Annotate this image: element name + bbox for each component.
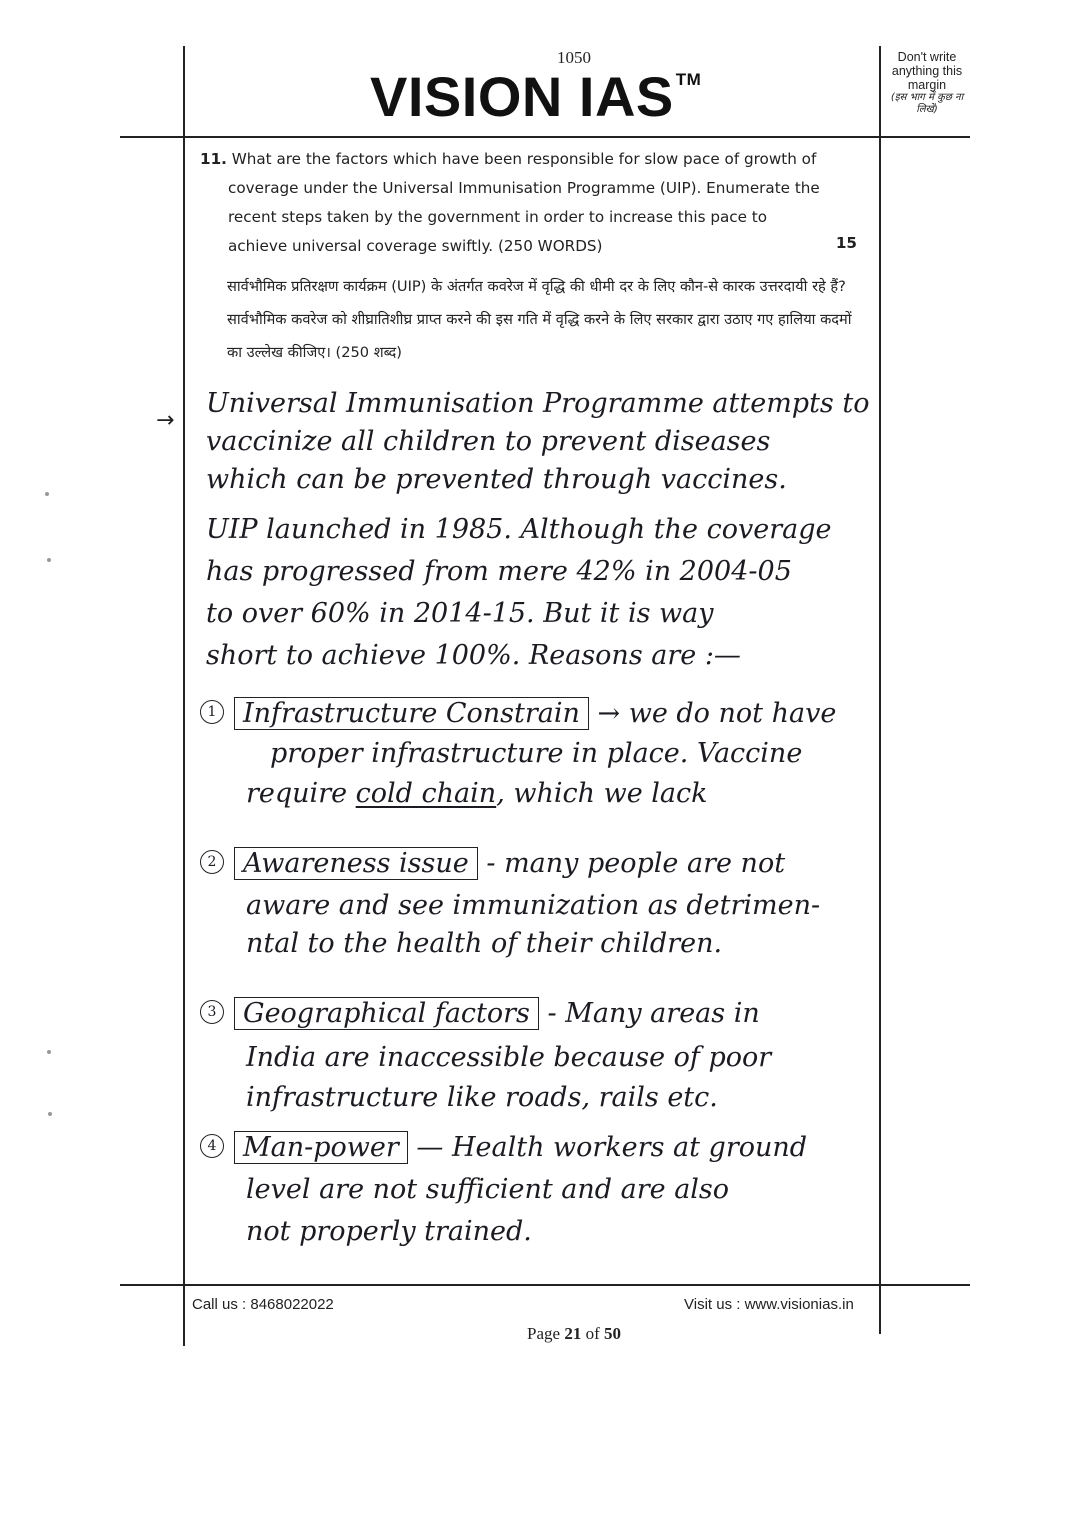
question-number: 11.	[200, 150, 227, 168]
point-text: Health workers at ground	[451, 1132, 808, 1163]
point-text: infrastructure like roads, rails etc.	[246, 1082, 718, 1113]
answer-line: vaccinize all children to prevent diseases	[206, 426, 771, 457]
answer-line: has progressed from mere 42% in 2004-05	[206, 556, 792, 587]
point-title: Man-power	[234, 1131, 408, 1164]
point-text: India are inaccessible because of poor	[246, 1042, 772, 1073]
point-text: level are not sufficient and are also	[246, 1174, 730, 1205]
scan-speck	[48, 1112, 52, 1116]
page-number	[0, 1324, 1088, 1344]
question-text: coverage under the Universal Immunisation Programme (UIP). Enumerate the recent steps taken by the government in order to increase this pace to achieve universal coverage swiftly. (250 WORDS)	[228, 179, 820, 255]
point-title: Infrastructure Constrain	[234, 697, 589, 730]
answer-start-arrow: →	[156, 408, 175, 433]
point-separator: -	[477, 848, 505, 879]
question-line-1: What are the factors which have been responsible for slow pace of growth of	[231, 150, 817, 168]
footer-phone: Call us : 8468022022	[192, 1296, 334, 1313]
answer-line: short to achieve 100%. Reasons are :—	[206, 640, 741, 671]
scan-speck	[45, 492, 49, 496]
page-prefix: Page	[527, 1324, 565, 1343]
point-separator: —	[407, 1132, 452, 1163]
point-text: require	[246, 778, 356, 809]
point-title: Awareness issue	[234, 847, 478, 880]
footer-divider	[120, 1284, 970, 1286]
header-divider	[120, 136, 970, 138]
reason-point-3	[200, 998, 760, 1029]
page-total: 50	[603, 1324, 621, 1343]
left-margin-line	[183, 46, 185, 1346]
question-english	[200, 145, 865, 261]
point-number: 3	[200, 1000, 224, 1024]
point-number: 4	[200, 1134, 224, 1158]
answer-line: which can be prevented through vaccines.	[206, 464, 787, 495]
point-separator: →	[588, 698, 629, 729]
margin-note-english: Don't write anything this margin	[891, 50, 963, 92]
trademark-symbol: TM	[675, 70, 702, 89]
footer-website: Visit us : www.visionias.in	[684, 1296, 854, 1313]
question-marks: 15	[835, 234, 857, 252]
point-number: 1	[200, 700, 224, 724]
margin-note-hindi: (इस भाग में कुछ ना लिखें)	[890, 92, 964, 115]
point-underlined-term: cold chain	[355, 778, 497, 809]
point-number: 2	[200, 850, 224, 874]
reason-point-2	[200, 848, 785, 879]
point-text: ntal to the health of their children.	[246, 928, 723, 959]
point-title: Geographical factors	[234, 997, 539, 1030]
scan-speck	[47, 558, 51, 562]
answer-line: Universal Immunisation Programme attempts to	[206, 388, 870, 419]
point-text-line	[246, 778, 707, 809]
reason-point-4	[200, 1132, 807, 1163]
point-text: Many areas in	[565, 998, 760, 1029]
brand-name: VISION IAS	[370, 65, 674, 128]
brand-logo	[370, 64, 701, 129]
right-margin-line	[879, 46, 881, 1334]
page-separator: of	[581, 1324, 604, 1343]
question-hindi: सार्वभौमिक प्रतिरक्षण कार्यक्रम (UIP) के अंतर्गत कवरेज में वृद्धि की धीमी दर के लिए कौन-से कारक उत्तरदायी रहे हैं? सार्वभौमिक कवरेज को शीघ्रातिशीघ्र प्राप्त करने की इस गति में वृद्धि करने के लिए सरकार द्वारा उठाए गए हालिया कदमों का उल्लेख कीजिए। (250 शब्द)	[227, 278, 852, 361]
point-text: not properly trained.	[246, 1216, 532, 1247]
page-current: 21	[564, 1324, 582, 1343]
point-text: , which we lack	[496, 778, 708, 809]
point-text: many people are not	[504, 848, 786, 879]
page-code: 1050	[557, 48, 591, 67]
point-text: aware and see immunization as detrimen-	[246, 890, 821, 921]
margin-note	[884, 50, 970, 116]
reason-point-1	[200, 698, 836, 729]
point-text: we do not have	[628, 698, 837, 729]
answer-line: UIP launched in 1985. Although the coverage	[206, 514, 832, 545]
answer-line: to over 60% in 2014-15. But it is way	[206, 598, 714, 629]
point-text: proper infrastructure in place. Vaccine	[270, 738, 803, 769]
point-separator: -	[538, 998, 566, 1029]
scan-speck	[47, 1050, 51, 1054]
